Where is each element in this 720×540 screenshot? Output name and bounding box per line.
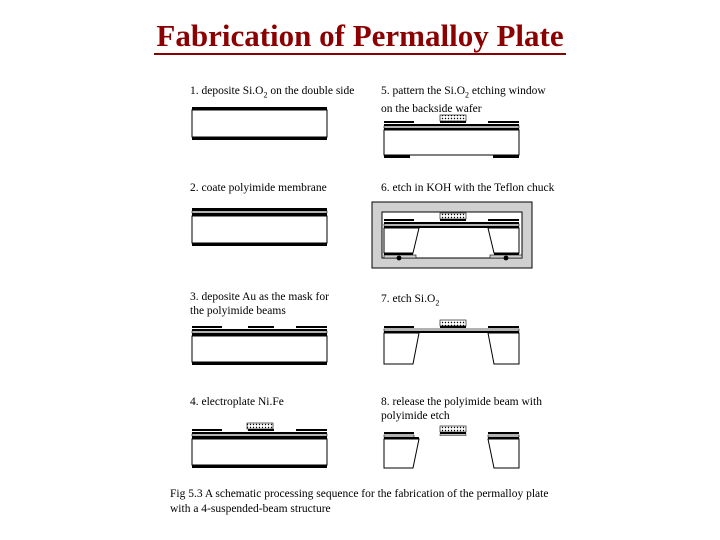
- figure-caption: Fig 5.3 A schematic processing sequence for the fabrication of the permalloy plate with a 4-suspended-beam structure: [170, 488, 549, 515]
- step-8-diagram: [384, 426, 519, 468]
- step-7-diagram: [384, 320, 519, 364]
- step-2-diagram: [192, 208, 327, 246]
- page-title: Fabrication of Permalloy Plate: [156, 18, 564, 53]
- step-5-diagram: [384, 115, 519, 158]
- step-6-diagram: [372, 202, 532, 268]
- step-4-diagram: [192, 423, 327, 468]
- step-1-label: 1. deposite $Si.O_2$ on the double side: [190, 85, 355, 100]
- step-6-label: 6. etch in KOH with the Teflon chuck: [381, 182, 555, 194]
- step-1-diagram: [192, 107, 327, 140]
- step-2-label: 2. coate polyimide membrane: [190, 182, 327, 194]
- step-8-label: 8. release the polyimide beam with polyimide etch: [381, 396, 542, 422]
- step-3-label: 3. deposite Au as the mask for the polyimide beams: [190, 291, 329, 317]
- step-4-label: 4. electroplate Ni.Fe: [190, 396, 284, 408]
- step-5-label: 5. pattern the $Si.O_2$ etching window on the backside wafer: [381, 85, 546, 116]
- step-3-diagram: [192, 326, 327, 365]
- step-7-label: 7. etch $Si.O_2$: [381, 293, 440, 308]
